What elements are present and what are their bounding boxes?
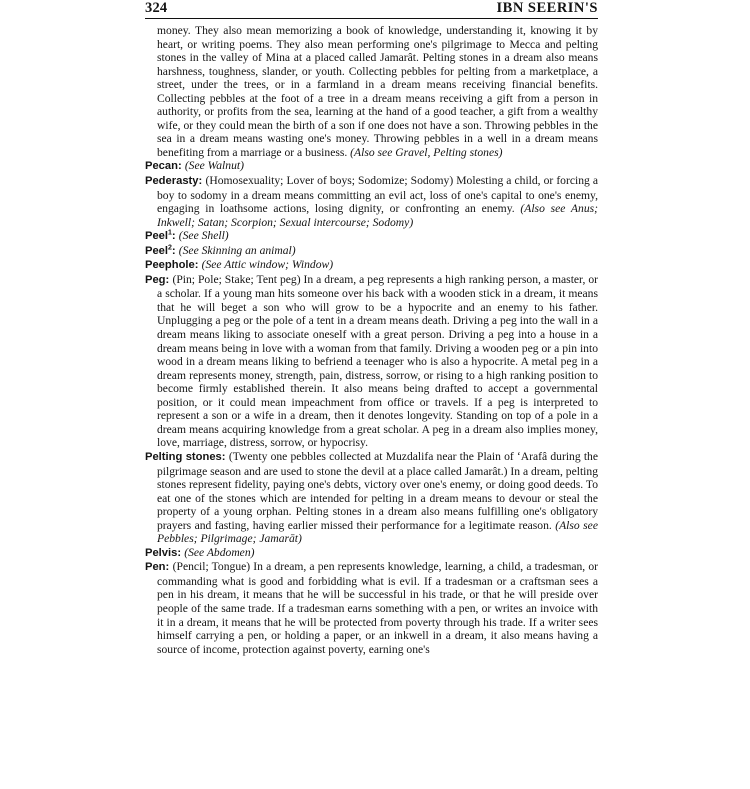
entry-separator: :	[165, 561, 173, 574]
running-head	[145, 0, 598, 18]
dictionary-entry	[145, 174, 598, 229]
entry-headword	[145, 230, 179, 242]
entry-headword-text: Peephole	[145, 259, 195, 272]
entry-separator: :	[171, 244, 179, 257]
dictionary-entry	[145, 244, 598, 259]
entry-crossref: (Also see Pebbles; Pilgrimage; Jamarāt)	[157, 518, 598, 546]
entry-body: (Pin; Pole; Stake; Tent peg) In a dream, a peg represents a high ranking person, a master, or a scholar. If a young man hits someone over his back with a wooden stick in a dream, it means that he will beget a son who will grow to be a hypocrite and an enemy to his father. Unplugging a peg or the pole of a tent in a dream means death. Driving a peg into the wall in a dream means liking to associate oneself with a great person. Driving a peg into a house in a dream means being in love with a woman from that family. Driving a wooden peg or a pin into wood in a dream means liking to befriend a teenager who is also a hypocrite. A metal peg in a dream represents money, strength, pain, distress, sorrow, or rising to a high ranking position to become firmly established therein. It also means being drafted to accept a governmental position, or it could mean impeachment from office or travels. If a peg is interpreted to represent a son or a wife in a dream, then it denotes longevity. Standing on top of a pole in a dream means acquiring knowledge from a great scholar. A peg in a dream also implies money, love, marriage, distress, sorrow, or hypocrisy.	[157, 272, 598, 450]
entry-separator: :	[165, 273, 173, 286]
entry-headword	[145, 160, 185, 172]
entry-headword	[145, 175, 205, 187]
header-rule	[145, 18, 598, 19]
entry-crossref: (Also see Anus; Inkwell; Satan; Scorpion; Sexual intercourse; Sodomy)	[157, 202, 598, 229]
continued-paragraph-crossref: (Also see Gravel, Pelting stones)	[350, 145, 503, 159]
entry-headword-superscript: 2	[168, 244, 172, 252]
entry-separator: :	[198, 175, 206, 188]
entry-headword-text: Pederasty	[145, 175, 199, 188]
entry-headword-text: Pen	[145, 561, 166, 574]
page-body	[145, 24, 598, 656]
dictionary-entry	[145, 258, 598, 273]
entry-headword-text: Pelvis	[145, 546, 178, 559]
entry-separator: :	[221, 450, 229, 463]
continued-paragraph	[157, 24, 598, 159]
dictionary-entry	[145, 273, 598, 450]
entry-headword	[145, 259, 202, 271]
text-column	[145, 0, 598, 656]
entry-headword	[145, 245, 179, 257]
continued-paragraph-text: money. They also mean memorizing a book of knowledge, understanding it, knowing it by heart, or writing poems. They also mean performing one's pilgrimage to Mecca and pelting stones in the valley of Mina at a placed called Jamarât. Pelting stones in a dream also means harshness, toughness, slander, or youth. Collecting pebbles for pelting from a marketplace, a street, under the trees, or in a farmland in a dream means receiving financial benefits. Collecting pebbles at the foot of a tree in a dream means receiving a gift from a person in authority, or profits from the sea, learning at the hand of a good teacher, a gift from a wealthy wife, or they could mean the birth of a son if one does not have a son. Throwing pebbles in the sea in a dream means wasting one's money. Throwing pebbles in a well in a dream means benefiting from a marriage or a business.	[157, 24, 598, 159]
entry-crossref: (See Shell)	[178, 229, 229, 243]
entry-headword	[145, 451, 229, 463]
dictionary-entry	[145, 159, 598, 174]
entry-crossref: (See Skinning an animal)	[178, 243, 296, 257]
entry-headword	[145, 547, 184, 559]
entry-headword	[145, 561, 173, 573]
entry-headword-text: Pecan	[145, 160, 178, 173]
entry-separator: :	[194, 259, 202, 272]
entry-crossref: (See Walnut)	[184, 159, 244, 173]
dictionary-entry	[145, 546, 598, 561]
entry-body: (Homosexuality; Lover of boys; Sodomize; Sodomy) Molesting a child, or forcing a boy to sodomy in a dream means committing an evil act, loss of one's capital to one's enemy, engaging in loathsome actions, losing dignity, or confronting an enemy.	[157, 174, 598, 216]
dictionary-entry	[145, 560, 598, 656]
entry-separator: :	[177, 160, 185, 173]
entry-headword	[145, 274, 172, 286]
running-title: IBN SEERIN'S	[496, 0, 598, 16]
entry-body: (Pencil; Tongue) In a dream, a pen represents knowledge, learning, a child, a tradesman, or commanding what is good and forbidding what is evil. If a tradesman or a craftsman sees a pen in his dream, it means that he will be successful in his trade, or that he will preside over people of the same trade. If a tradesman earns something with a pen, or writes an invoice with it in a dream, it means that he will be protected from poverty through his trade. If a writer sees himself carrying a pen, or holding a paper, or an inkwell in a dream, it also means having a source of income, protection against poverty, earning one's	[157, 560, 599, 656]
page-number: 324	[145, 0, 168, 16]
entry-headword-text: Peel	[145, 244, 169, 257]
entry-headword-text: Peg	[145, 273, 166, 286]
entry-separator: :	[177, 546, 185, 559]
entry-headword-text: Peel	[145, 230, 169, 243]
entry-body: (Twenty one pebbles collected at Muzdalifa near the Plain of ‘Arafâ during the pilgrimage season and are used to stone the devil at a place called Jamarât.) In a dream, pelting stones represent fidelity, paying one's debts, victory over one's enemy, or doing good deeds. To eat one of the stones which are intended for pelting in a dream means to devour or steal the property of a young orphan. Pelting stones in a dream also means fulfilling one's obligatory prayers and fasting, having earlier missed their performance for a legitimate reason.	[157, 449, 598, 532]
entry-separator: :	[171, 230, 179, 243]
dictionary-entry	[145, 450, 598, 546]
entry-headword-text: Pelting stones	[145, 450, 222, 463]
entry-headword-superscript: 1	[168, 229, 172, 237]
entry-crossref: (See Abdomen)	[184, 545, 255, 559]
entry-crossref: (See Attic window; Window)	[201, 258, 334, 272]
dictionary-entry	[145, 229, 598, 244]
